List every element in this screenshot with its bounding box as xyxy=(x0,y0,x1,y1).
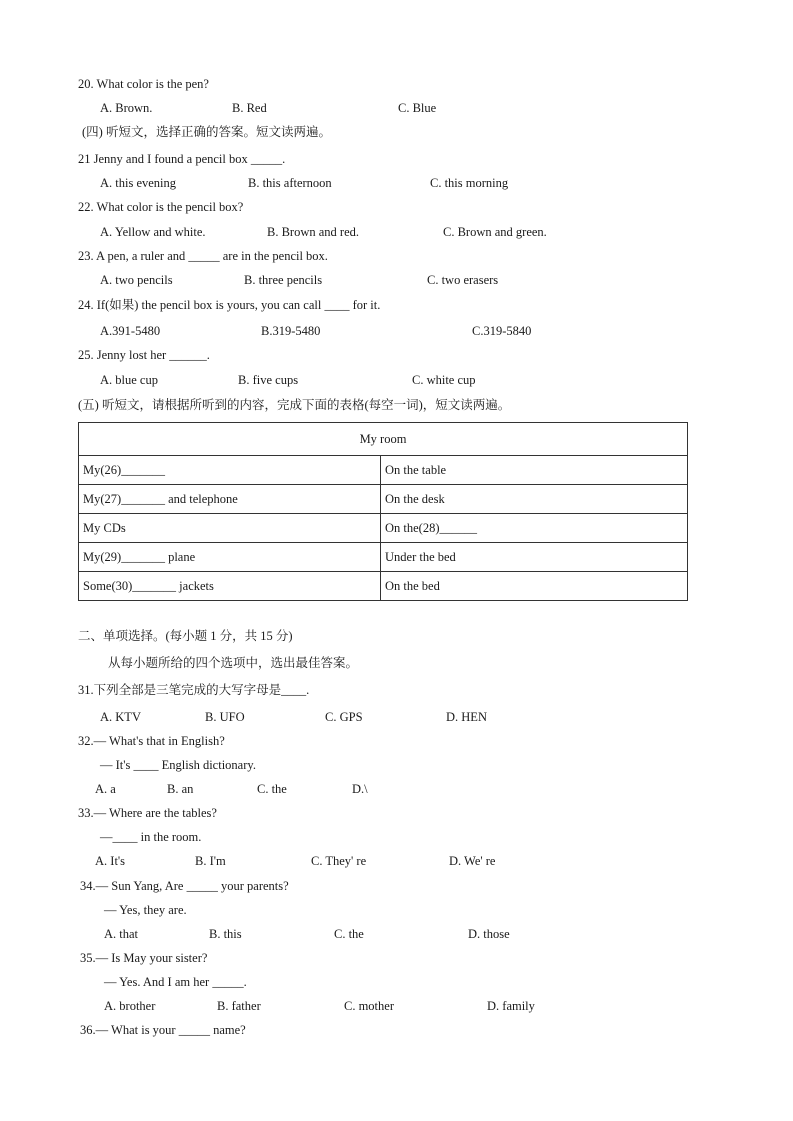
question-20: 20. What color is the pen? xyxy=(78,77,209,91)
question-34: 34.— Sun Yang, Are _____ your parents? xyxy=(80,879,289,893)
q35-option-c: C. mother xyxy=(344,999,394,1013)
q34-option-b: B. this xyxy=(209,927,242,941)
section-4-heading: (四) 听短文，选择正确的答案。短文读两遍。 xyxy=(82,125,331,139)
q32-option-b: B. an xyxy=(167,782,194,796)
q34-option-c: C. the xyxy=(334,927,364,941)
q23-option-c: C. two erasers xyxy=(427,273,499,287)
q33-option-c: C. They' re xyxy=(311,854,367,868)
q23-option-a: A. two pencils xyxy=(100,273,173,287)
q32-reply: — It's ____ English dictionary. xyxy=(100,758,256,772)
q33-reply: —____ in the room. xyxy=(100,830,202,844)
question-22: 22. What color is the pencil box? xyxy=(78,200,244,214)
table-row xyxy=(79,485,688,514)
table-cell-item: My CDs xyxy=(79,514,381,543)
q35-option-d: D. family xyxy=(487,999,535,1013)
q21-option-b: B. this afternoon xyxy=(248,176,332,190)
q35-option-a: A. brother xyxy=(104,999,156,1013)
q35-reply: — Yes. And I am her _____. xyxy=(104,975,247,989)
q25-option-a: A. blue cup xyxy=(100,373,158,387)
q25-option-b: B. five cups xyxy=(238,373,299,387)
q21-option-c: C. this morning xyxy=(430,176,509,190)
table-cell-place: On the bed xyxy=(381,572,688,601)
question-35: 35.— Is May your sister? xyxy=(80,951,208,965)
q33-option-d: D. We' re xyxy=(449,854,496,868)
q33-option-b: B. I'm xyxy=(195,854,226,868)
table-cell-item: My(29)_______ plane xyxy=(79,543,381,572)
q20-option-a: A. Brown. xyxy=(100,101,153,115)
q23-option-b: B. three pencils xyxy=(244,273,323,287)
question-24: 24. If(如果) the pencil box is yours, you can call ____ for it. xyxy=(78,298,381,312)
table-row xyxy=(79,572,688,601)
table-cell-place: On the table xyxy=(381,456,688,485)
q32-option-a: A. a xyxy=(95,782,116,796)
q32-option-c: C. the xyxy=(257,782,287,796)
q24-option-a: A.391-5480 xyxy=(100,324,161,338)
q34-reply: — Yes, they are. xyxy=(104,903,187,917)
question-36: 36.— What is your _____ name? xyxy=(80,1023,246,1037)
table-cell-place: Under the bed xyxy=(381,543,688,572)
q31-option-a: A. KTV xyxy=(100,710,141,724)
part-2-instructions: 从每小题所给的四个选项中，选出最佳答案。 xyxy=(108,656,359,670)
q31-option-c: C. GPS xyxy=(325,710,363,724)
q20-option-b: B. Red xyxy=(232,101,267,115)
q33-option-a: A. It's xyxy=(95,854,126,868)
q22-option-b: B. Brown and red. xyxy=(267,225,359,239)
q22-option-c: C. Brown and green. xyxy=(443,225,547,239)
q21-option-a: A. this evening xyxy=(100,176,177,190)
table-row xyxy=(79,514,688,543)
q35-option-b: B. father xyxy=(217,999,261,1013)
table-cell-item: My(26)_______ xyxy=(79,456,381,485)
table-caption: My room xyxy=(79,423,688,456)
q32-option-d: D.\ xyxy=(352,782,368,796)
q24-option-c: C.319-5840 xyxy=(472,324,532,338)
question-31: 31.下列全部是三笔完成的大写字母是____. xyxy=(78,683,310,697)
question-25: 25. Jenny lost her ______. xyxy=(78,348,210,362)
table-cell-place: On the(28)______ xyxy=(381,514,688,543)
question-21: 21 Jenny and I found a pencil box _____. xyxy=(78,152,286,166)
table-cell-item: Some(30)_______ jackets xyxy=(79,572,381,601)
table-cell-item: My(27)_______ and telephone xyxy=(79,485,381,514)
q34-option-d: D. those xyxy=(468,927,510,941)
section-5-heading: (五) 听短文，请根据所听到的内容，完成下面的表格(每空一词)，短文读两遍。 xyxy=(78,398,511,412)
part-2-title: 二、单项选择。(每小题 1 分，共 15 分) xyxy=(78,629,293,643)
q34-option-a: A. that xyxy=(104,927,139,941)
table-row xyxy=(79,543,688,572)
question-23: 23. A pen, a ruler and _____ are in the pencil box. xyxy=(78,249,328,263)
q31-option-d: D. HEN xyxy=(446,710,487,724)
question-33: 33.— Where are the tables? xyxy=(78,806,217,820)
q22-option-a: A. Yellow and white. xyxy=(100,225,206,239)
question-32: 32.— What's that in English? xyxy=(78,734,225,748)
q24-option-b: B.319-5480 xyxy=(261,324,321,338)
q31-option-b: B. UFO xyxy=(205,710,245,724)
q20-option-c: C. Blue xyxy=(398,101,437,115)
table-row xyxy=(79,456,688,485)
q25-option-c: C. white cup xyxy=(412,373,476,387)
my-room-table xyxy=(78,422,688,601)
table-cell-place: On the desk xyxy=(381,485,688,514)
